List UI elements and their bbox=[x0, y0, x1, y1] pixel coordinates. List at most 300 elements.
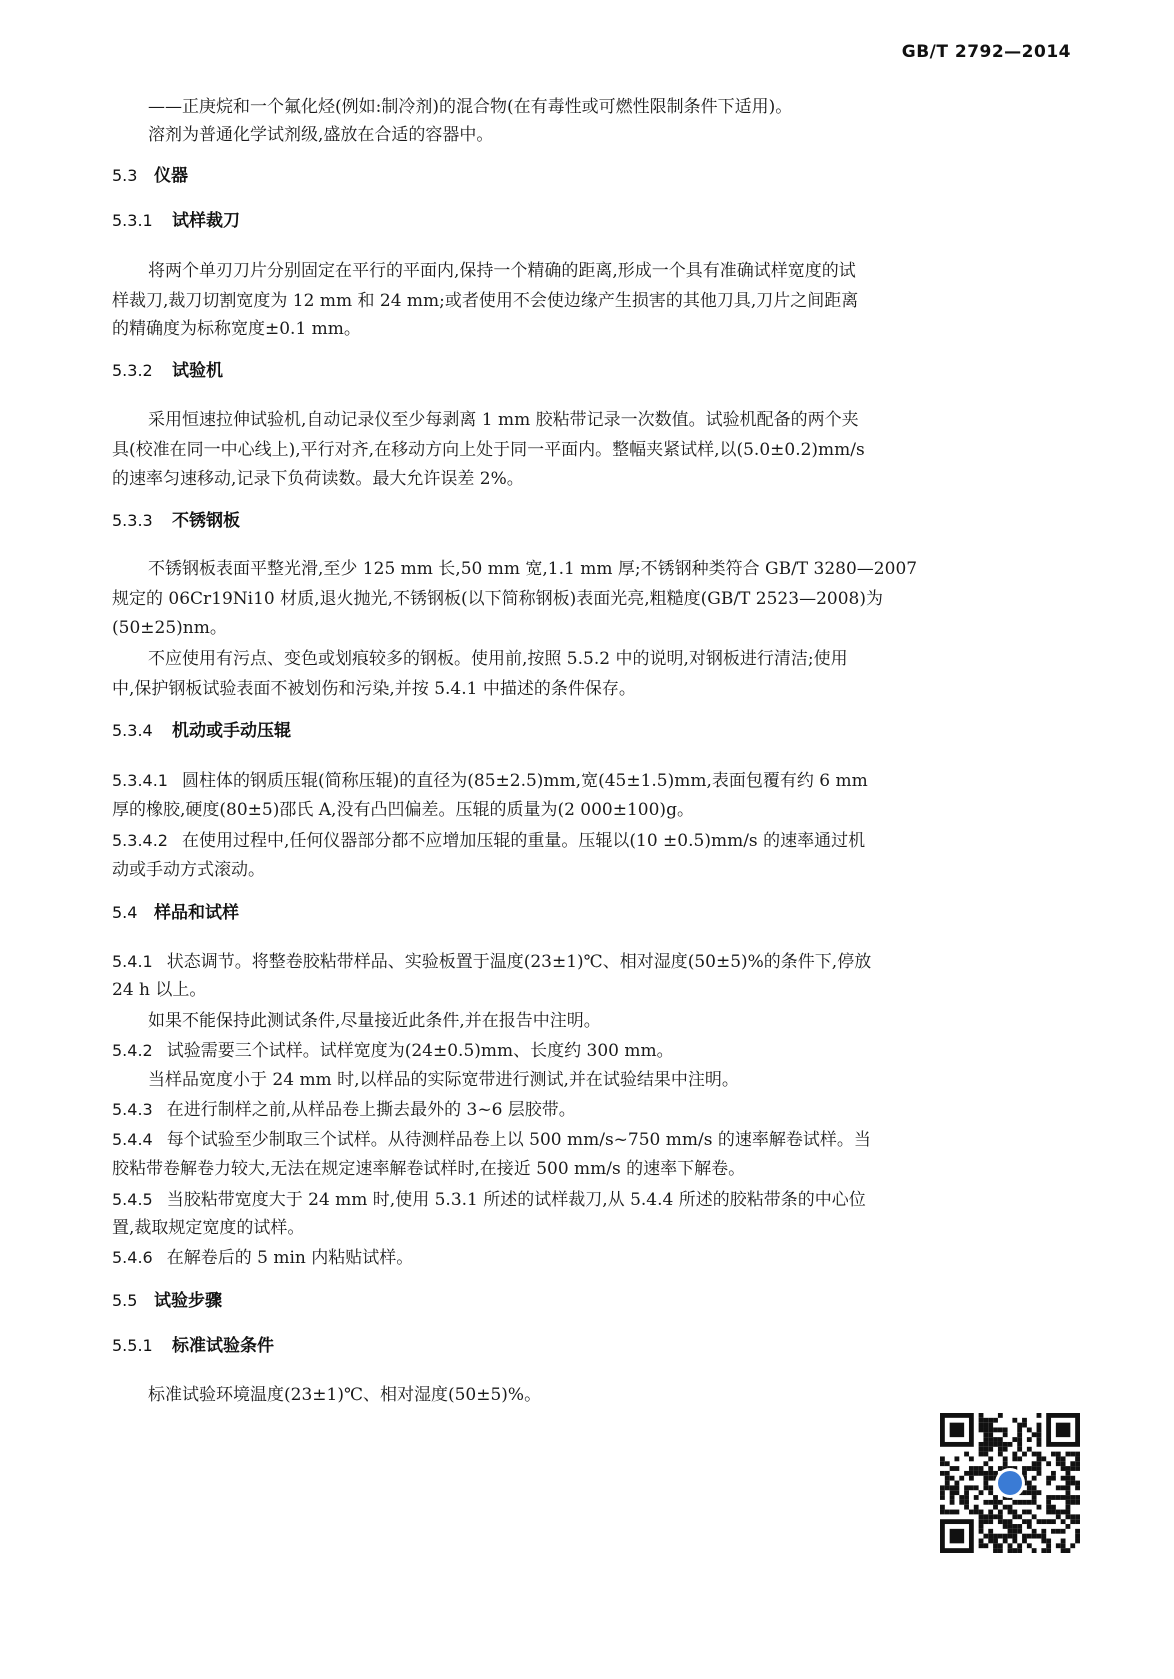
section-number: 5.5 bbox=[112, 1291, 138, 1310]
qr-module bbox=[1012, 1524, 1017, 1529]
qr-module bbox=[945, 1476, 950, 1481]
qr-module bbox=[1027, 1500, 1032, 1505]
qr-module bbox=[1046, 1505, 1051, 1510]
qr-module bbox=[998, 1510, 1003, 1515]
qr-module bbox=[1003, 1539, 1008, 1544]
paragraph-line: 胶粘带卷解卷力较大,无法在规定速率解卷试样时,在接近 500 mm/s 的速率下解卷。 bbox=[112, 1159, 746, 1179]
qr-module bbox=[950, 1495, 955, 1500]
intro-line-1: ——正庚烷和一个氟化烃(例如:制冷剂)的混合物(在有毒性或可燃性限制条件下适用)。 bbox=[148, 97, 793, 117]
qr-module bbox=[1046, 1548, 1051, 1553]
qr-module bbox=[998, 1413, 1003, 1418]
paragraph-line: 规定的 06Cr19Ni10 材质,退火抛光,不锈钢板(以下简称钢板)表面光亮,粗糙度(GB/T 2523—2008)为 bbox=[112, 589, 883, 609]
qr-module bbox=[1008, 1519, 1013, 1524]
qr-module bbox=[1037, 1466, 1042, 1471]
qr-module bbox=[983, 1543, 988, 1548]
qr-module bbox=[988, 1514, 993, 1519]
qr-code-icon bbox=[940, 1413, 1080, 1553]
qr-module bbox=[1012, 1500, 1017, 1505]
qr-module bbox=[1008, 1524, 1013, 1529]
qr-module bbox=[998, 1427, 1003, 1432]
qr-module bbox=[1066, 1490, 1071, 1495]
qr-module bbox=[988, 1432, 993, 1437]
qr-module bbox=[998, 1519, 1003, 1524]
qr-module bbox=[1037, 1534, 1042, 1539]
qr-module bbox=[1017, 1427, 1022, 1432]
qr-module bbox=[964, 1505, 969, 1510]
qr-module bbox=[1066, 1500, 1071, 1505]
qr-module bbox=[964, 1452, 969, 1457]
qr-module bbox=[993, 1534, 998, 1539]
qr-module bbox=[1022, 1500, 1027, 1505]
qr-finder-inner bbox=[950, 1423, 964, 1437]
qr-module bbox=[1037, 1437, 1042, 1442]
qr-module bbox=[959, 1500, 964, 1505]
qr-module bbox=[1046, 1476, 1051, 1481]
qr-module bbox=[998, 1500, 1003, 1505]
qr-module bbox=[1046, 1500, 1051, 1505]
clause-number: 5.4.3 bbox=[112, 1100, 153, 1119]
qr-module bbox=[1070, 1476, 1075, 1481]
qr-module bbox=[993, 1505, 998, 1510]
qr-module bbox=[1075, 1495, 1080, 1500]
qr-module bbox=[988, 1437, 993, 1442]
qr-module bbox=[988, 1466, 993, 1471]
qr-module bbox=[983, 1432, 988, 1437]
qr-module bbox=[1051, 1529, 1056, 1534]
qr-module bbox=[1027, 1481, 1032, 1486]
qr-module bbox=[979, 1466, 984, 1471]
qr-module bbox=[1051, 1476, 1056, 1481]
qr-module bbox=[1022, 1466, 1027, 1471]
paragraph-line: 样裁刀,裁刀切割宽度为 12 mm 和 24 mm;或者使用不会使边缘产生损害的其他刀具,刀片之间距离 bbox=[112, 291, 859, 311]
qr-module bbox=[979, 1471, 984, 1476]
qr-module bbox=[979, 1423, 984, 1428]
qr-module bbox=[969, 1510, 974, 1515]
section-5-3-4-heading bbox=[112, 715, 1012, 747]
qr-module bbox=[950, 1510, 955, 1515]
qr-module bbox=[1046, 1495, 1051, 1500]
qr-module bbox=[1008, 1534, 1013, 1539]
qr-module bbox=[1061, 1456, 1066, 1461]
qr-module bbox=[1037, 1423, 1042, 1428]
qr-module bbox=[959, 1495, 964, 1500]
qr-module bbox=[983, 1461, 988, 1466]
qr-module bbox=[983, 1476, 988, 1481]
qr-module bbox=[983, 1452, 988, 1457]
qr-module bbox=[1027, 1510, 1032, 1515]
qr-module bbox=[988, 1485, 993, 1490]
qr-module bbox=[1070, 1543, 1075, 1548]
qr-module bbox=[1003, 1442, 1008, 1447]
qr-module bbox=[1037, 1519, 1042, 1524]
qr-module bbox=[1012, 1529, 1017, 1534]
qr-module bbox=[993, 1514, 998, 1519]
qr-module bbox=[1066, 1514, 1071, 1519]
qr-module bbox=[969, 1471, 974, 1476]
clause-5-4-2 bbox=[112, 1035, 1067, 1067]
qr-module bbox=[1075, 1485, 1080, 1490]
clause-number: 5.4.2 bbox=[112, 1041, 153, 1060]
qr-module bbox=[1017, 1548, 1022, 1553]
qr-module bbox=[1046, 1543, 1051, 1548]
section-number: 5.3.3 bbox=[112, 511, 153, 530]
qr-module bbox=[988, 1456, 993, 1461]
qr-module bbox=[1056, 1514, 1061, 1519]
qr-module bbox=[1037, 1452, 1042, 1457]
qr-module bbox=[979, 1524, 984, 1529]
qr-module bbox=[1003, 1447, 1008, 1452]
section-5-3-3-heading bbox=[112, 505, 1012, 537]
qr-module bbox=[1032, 1476, 1037, 1481]
qr-module bbox=[1061, 1485, 1066, 1490]
section-number: 5.3.1 bbox=[112, 211, 153, 230]
qr-module bbox=[1075, 1452, 1080, 1457]
qr-module bbox=[1046, 1461, 1051, 1466]
qr-module bbox=[1032, 1466, 1037, 1471]
qr-module bbox=[1046, 1539, 1051, 1544]
qr-module bbox=[1041, 1539, 1046, 1544]
qr-module bbox=[1037, 1413, 1042, 1418]
qr-module bbox=[1056, 1529, 1061, 1534]
qr-module bbox=[983, 1534, 988, 1539]
qr-module bbox=[1075, 1529, 1080, 1534]
qr-module bbox=[1061, 1476, 1066, 1481]
qr-module bbox=[1017, 1447, 1022, 1452]
qr-module bbox=[998, 1452, 1003, 1457]
qr-module bbox=[1037, 1427, 1042, 1432]
qr-module bbox=[1056, 1461, 1061, 1466]
paragraph-line: 当样品宽度小于 24 mm 时,以样品的实际宽带进行测试,并在试验结果中注明。 bbox=[148, 1070, 739, 1090]
qr-module bbox=[1061, 1510, 1066, 1515]
qr-module bbox=[1066, 1524, 1071, 1529]
paragraph-line: 标准试验环境温度(23±1)℃、相对湿度(50±5)%。 bbox=[148, 1385, 542, 1405]
qr-module bbox=[1051, 1505, 1056, 1510]
clause-5-4-1 bbox=[112, 946, 1067, 978]
qr-module bbox=[1027, 1524, 1032, 1529]
qr-module bbox=[959, 1476, 964, 1481]
qr-module bbox=[1066, 1471, 1071, 1476]
qr-module bbox=[1051, 1519, 1056, 1524]
clause-number: 5.3.4.2 bbox=[112, 831, 168, 850]
qr-module bbox=[1066, 1505, 1071, 1510]
section-5-3-2-heading bbox=[112, 355, 1012, 387]
qr-module bbox=[974, 1471, 979, 1476]
qr-module bbox=[983, 1471, 988, 1476]
qr-module bbox=[979, 1427, 984, 1432]
clause-text: 圆柱体的钢质压辊(简称压辊)的直径为(85±2.5)mm,宽(45±1.5)mm,表面包覆有约 6 mm bbox=[181, 771, 868, 791]
qr-module bbox=[969, 1476, 974, 1481]
qr-module bbox=[1066, 1548, 1071, 1553]
qr-module bbox=[1003, 1461, 1008, 1466]
qr-module bbox=[1051, 1495, 1056, 1500]
qr-module bbox=[1037, 1456, 1042, 1461]
qr-module bbox=[950, 1476, 955, 1481]
qr-module bbox=[998, 1442, 1003, 1447]
qr-module bbox=[1022, 1490, 1027, 1495]
qr-module bbox=[1003, 1519, 1008, 1524]
qr-module bbox=[1046, 1481, 1051, 1486]
qr-module bbox=[1066, 1485, 1071, 1490]
section-5-5-heading bbox=[112, 1285, 1012, 1317]
qr-module bbox=[979, 1519, 984, 1524]
paragraph-line: 24 h 以上。 bbox=[112, 980, 207, 1000]
qr-module bbox=[964, 1495, 969, 1500]
qr-module bbox=[1066, 1452, 1071, 1457]
qr-module bbox=[950, 1490, 955, 1495]
qr-module bbox=[1070, 1514, 1075, 1519]
qr-module bbox=[1017, 1514, 1022, 1519]
qr-module bbox=[974, 1510, 979, 1515]
qr-module bbox=[993, 1543, 998, 1548]
paragraph-line: 将两个单刃刀片分别固定在平行的平面内,保持一个精确的距离,形成一个具有准确试样宽度的试 bbox=[148, 261, 856, 281]
clause-text: 状态调节。将整卷胶粘带样品、实验板置于温度(23±1)℃、相对湿度(50±5)%的条件下,停放 bbox=[166, 952, 872, 972]
qr-module bbox=[979, 1413, 984, 1418]
qr-module bbox=[1017, 1432, 1022, 1437]
qr-module bbox=[1022, 1510, 1027, 1515]
clause-number: 5.4.1 bbox=[112, 952, 153, 971]
qr-module bbox=[1075, 1481, 1080, 1486]
paragraph-line: 不锈钢板表面平整光滑,至少 125 mm 长,50 mm 宽,1.1 mm 厚;不锈钢种类符合 GB/T 3280—2007 bbox=[148, 559, 918, 579]
qr-module bbox=[1037, 1471, 1042, 1476]
qr-module bbox=[979, 1447, 984, 1452]
qr-module bbox=[1032, 1461, 1037, 1466]
qr-module bbox=[1032, 1529, 1037, 1534]
qr-module bbox=[950, 1466, 955, 1471]
paragraph-line: 厚的橡胶,硬度(80±5)邵氏 A,没有凸凹偏差。压辊的质量为(2 000±100)g。 bbox=[112, 800, 694, 820]
qr-module bbox=[1012, 1539, 1017, 1544]
qr-module bbox=[1041, 1534, 1046, 1539]
qr-module bbox=[1017, 1500, 1022, 1505]
qr-module bbox=[983, 1427, 988, 1432]
qr-module bbox=[1027, 1543, 1032, 1548]
clause-text: 试验需要三个试样。试样宽度为(24±0.5)mm、长度约 300 mm。 bbox=[166, 1041, 674, 1061]
qr-finder-inner bbox=[1056, 1423, 1070, 1437]
qr-module bbox=[1066, 1476, 1071, 1481]
qr-module bbox=[988, 1423, 993, 1428]
paragraph-line: 中,保护钢板试验表面不被划伤和污染,并按 5.4.1 中描述的条件保存。 bbox=[112, 679, 636, 699]
qr-module bbox=[979, 1514, 984, 1519]
qr-module bbox=[979, 1490, 984, 1495]
section-5-3-heading bbox=[112, 160, 1012, 192]
qr-module bbox=[1032, 1548, 1037, 1553]
clause-text: 在进行制样之前,从样品卷上撕去最外的 3~6 层胶带。 bbox=[166, 1100, 576, 1120]
qr-module bbox=[950, 1500, 955, 1505]
qr-module bbox=[993, 1548, 998, 1553]
qr-module bbox=[1012, 1418, 1017, 1423]
qr-module bbox=[964, 1471, 969, 1476]
qr-logo-badge bbox=[998, 1471, 1022, 1495]
qr-module bbox=[1022, 1452, 1027, 1457]
qr-module bbox=[940, 1461, 945, 1466]
section-number: 5.3.4 bbox=[112, 721, 153, 740]
qr-module bbox=[1037, 1432, 1042, 1437]
qr-module bbox=[1075, 1539, 1080, 1544]
qr-module bbox=[1032, 1485, 1037, 1490]
qr-module bbox=[988, 1447, 993, 1452]
paragraph-line: 置,裁取规定宽度的试样。 bbox=[112, 1218, 305, 1238]
qr-module bbox=[1003, 1432, 1008, 1437]
qr-module bbox=[954, 1466, 959, 1471]
qr-module bbox=[1027, 1534, 1032, 1539]
qr-module bbox=[1061, 1519, 1066, 1524]
qr-module bbox=[1070, 1500, 1075, 1505]
qr-module bbox=[1051, 1452, 1056, 1457]
qr-module bbox=[983, 1423, 988, 1428]
qr-module bbox=[983, 1519, 988, 1524]
qr-module bbox=[945, 1485, 950, 1490]
qr-module bbox=[945, 1481, 950, 1486]
qr-module bbox=[1056, 1495, 1061, 1500]
qr-module bbox=[1012, 1456, 1017, 1461]
qr-module bbox=[964, 1490, 969, 1495]
qr-module bbox=[1027, 1490, 1032, 1495]
qr-module bbox=[1061, 1543, 1066, 1548]
qr-module bbox=[993, 1427, 998, 1432]
qr-module bbox=[1046, 1510, 1051, 1515]
qr-module bbox=[1066, 1510, 1071, 1515]
qr-module bbox=[1070, 1519, 1075, 1524]
qr-module bbox=[1008, 1505, 1013, 1510]
section-number: 5.3.2 bbox=[112, 361, 153, 380]
section-title: 机动或手动压辊 bbox=[172, 721, 291, 741]
qr-module bbox=[1008, 1529, 1013, 1534]
qr-module bbox=[1032, 1500, 1037, 1505]
qr-module bbox=[1017, 1437, 1022, 1442]
qr-module bbox=[1041, 1548, 1046, 1553]
qr-module bbox=[1056, 1452, 1061, 1457]
qr-module bbox=[940, 1490, 945, 1495]
qr-module bbox=[940, 1505, 945, 1510]
qr-module bbox=[988, 1539, 993, 1544]
qr-module bbox=[998, 1437, 1003, 1442]
clause-5-4-4 bbox=[112, 1124, 1067, 1156]
qr-module bbox=[1046, 1519, 1051, 1524]
qr-module bbox=[950, 1485, 955, 1490]
clause-text: 在解卷后的 5 min 内粘贴试样。 bbox=[166, 1248, 414, 1268]
qr-module bbox=[1022, 1519, 1027, 1524]
qr-module bbox=[1061, 1548, 1066, 1553]
qr-module bbox=[983, 1514, 988, 1519]
qr-module bbox=[1003, 1534, 1008, 1539]
qr-module bbox=[993, 1418, 998, 1423]
section-title: 试样裁刀 bbox=[172, 211, 240, 231]
section-title: 试验步骤 bbox=[154, 1291, 222, 1311]
qr-module bbox=[974, 1485, 979, 1490]
paragraph-line: 动或手动方式滚动。 bbox=[112, 860, 265, 880]
qr-module bbox=[998, 1548, 1003, 1553]
qr-module bbox=[1032, 1514, 1037, 1519]
section-5-3-1-heading bbox=[112, 205, 1012, 237]
qr-module bbox=[998, 1543, 1003, 1548]
qr-module bbox=[969, 1485, 974, 1490]
section-title: 样品和试样 bbox=[154, 903, 239, 923]
qr-module bbox=[954, 1490, 959, 1495]
qr-module bbox=[1008, 1543, 1013, 1548]
clause-5-3-4-2 bbox=[112, 825, 1067, 857]
qr-module bbox=[1070, 1461, 1075, 1466]
qr-module bbox=[1051, 1471, 1056, 1476]
section-number: 5.3 bbox=[112, 166, 138, 185]
qr-module bbox=[998, 1466, 1003, 1471]
section-5-4-heading bbox=[112, 897, 1012, 929]
paragraph-line: 采用恒速拉伸试验机,自动记录仪至少每剥离 1 mm 胶粘带记录一次数值。试验机配备的两个夹 bbox=[148, 410, 859, 430]
qr-module bbox=[1075, 1466, 1080, 1471]
qr-module bbox=[954, 1456, 959, 1461]
qr-module bbox=[1075, 1514, 1080, 1519]
qr-module bbox=[1056, 1485, 1061, 1490]
qr-module bbox=[988, 1476, 993, 1481]
qr-module bbox=[1003, 1456, 1008, 1461]
clause-number: 5.3.4.1 bbox=[112, 771, 168, 790]
qr-module bbox=[1027, 1485, 1032, 1490]
qr-finder-inner bbox=[950, 1529, 964, 1543]
clause-number: 5.4.5 bbox=[112, 1190, 153, 1209]
qr-module bbox=[1027, 1519, 1032, 1524]
qr-module bbox=[979, 1539, 984, 1544]
qr-module bbox=[1012, 1437, 1017, 1442]
qr-module bbox=[1075, 1456, 1080, 1461]
qr-module bbox=[979, 1543, 984, 1548]
qr-module bbox=[1037, 1505, 1042, 1510]
qr-module bbox=[1008, 1510, 1013, 1515]
qr-module bbox=[969, 1466, 974, 1471]
qr-module bbox=[983, 1500, 988, 1505]
qr-module bbox=[945, 1510, 950, 1515]
qr-module bbox=[1061, 1461, 1066, 1466]
qr-module bbox=[1032, 1432, 1037, 1437]
paragraph-line: (50±25)nm。 bbox=[112, 618, 227, 638]
qr-module bbox=[974, 1495, 979, 1500]
paragraph-line: 具(校准在同一中心线上),平行对齐,在移动方向上处于同一平面内。整幅夹紧试样,以(5.0±0.2)mm/s bbox=[112, 440, 865, 460]
qr-module bbox=[954, 1485, 959, 1490]
qr-module bbox=[979, 1418, 984, 1423]
clause-5-3-4-1 bbox=[112, 765, 1067, 797]
qr-module bbox=[1075, 1500, 1080, 1505]
qr-module bbox=[1017, 1442, 1022, 1447]
qr-module bbox=[1056, 1543, 1061, 1548]
qr-module bbox=[1056, 1456, 1061, 1461]
qr-module bbox=[1022, 1418, 1027, 1423]
clause-number: 5.4.4 bbox=[112, 1130, 153, 1149]
qr-module bbox=[988, 1442, 993, 1447]
standard-code: GB/T 2792—2014 bbox=[901, 42, 1071, 62]
paragraph-line: 不应使用有污点、变色或划痕较多的钢板。使用前,按照 5.5.2 中的说明,对钢板进行清洁;使用 bbox=[148, 649, 848, 669]
qr-module bbox=[1012, 1452, 1017, 1457]
section-number: 5.4 bbox=[112, 903, 138, 922]
qr-module bbox=[979, 1510, 984, 1515]
qr-module bbox=[988, 1418, 993, 1423]
qr-module bbox=[940, 1471, 945, 1476]
qr-module bbox=[1032, 1534, 1037, 1539]
qr-module bbox=[1008, 1442, 1013, 1447]
qr-module bbox=[988, 1490, 993, 1495]
qr-module bbox=[1003, 1524, 1008, 1529]
qr-module bbox=[993, 1442, 998, 1447]
qr-module bbox=[993, 1500, 998, 1505]
clause-number: 5.4.6 bbox=[112, 1248, 153, 1267]
qr-module bbox=[1041, 1519, 1046, 1524]
qr-module bbox=[1070, 1495, 1075, 1500]
qr-module bbox=[1056, 1510, 1061, 1515]
qr-module bbox=[1022, 1539, 1027, 1544]
qr-module bbox=[940, 1456, 945, 1461]
qr-module bbox=[974, 1466, 979, 1471]
qr-module bbox=[1027, 1466, 1032, 1471]
section-number: 5.5.1 bbox=[112, 1336, 153, 1355]
qr-module bbox=[988, 1427, 993, 1432]
qr-module bbox=[1070, 1481, 1075, 1486]
qr-module bbox=[1017, 1524, 1022, 1529]
